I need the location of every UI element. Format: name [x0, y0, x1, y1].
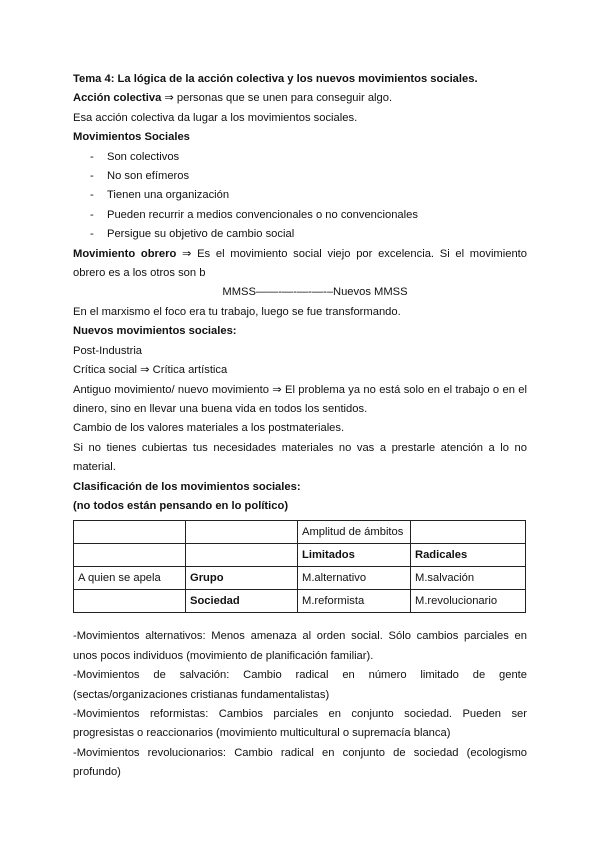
document-body: [73, 70, 527, 783]
document-title: Tema 4: La lógica de la acción colectiva y los nuevos movimientos sociales.: [73, 73, 478, 85]
table-cell: [186, 544, 298, 567]
accion-colectiva-definition: personas que se unen para conseguir algo.: [173, 92, 393, 105]
necesidades-paragraph: Si no tienes cubiertas tus necesidades materiales no vas a prestarle atención a lo no material.: [73, 441, 527, 474]
movimientos-list: [73, 148, 527, 245]
table-cell: [411, 521, 526, 544]
cambio-valores: Cambio de los valores materiales a los postmateriales.: [73, 422, 345, 435]
definicion-salvacion: -Movimientos de salvación: Cambio radical en número limitado de gente (sectas/organizaciones cristianas fundamentalistas): [73, 669, 527, 701]
list-item: - Persigue su objetivo de cambio social: [90, 228, 295, 241]
implies-arrow: ⇒: [140, 364, 150, 377]
clasificacion-subheading: (no todos están pensando en lo político): [73, 499, 289, 512]
list-item: - Pueden recurrir a medios convencionales o no convencionales: [90, 208, 418, 221]
table-cell: A quien se apela: [74, 567, 186, 590]
table-cell: M.reformista: [298, 590, 411, 613]
movimiento-obrero-text: Es el movimiento social viejo por excelencia. Si el movimiento obrero es a los otros son b: [73, 247, 528, 280]
movimientos-heading: Movimientos Sociales: [73, 131, 190, 144]
definicion-revolucionarios: -Movimientos revolucionarios: Cambio radical en conjunto de sociedad (ecologismo profundo): [73, 746, 527, 779]
clasificacion-heading: Clasificación de los movimientos sociales:: [73, 480, 301, 493]
list-item: - Son colectivos: [90, 150, 180, 163]
table-cell: [186, 521, 298, 544]
table-cell: [74, 544, 186, 567]
table-cell: Radicales: [411, 544, 526, 567]
table-row: [74, 544, 526, 567]
antiguo-paragraph: Antiguo movimiento/ nuevo movimiento ⇒ El problema ya no está solo en el trabajo o en el dinero, sino en llevar una buena vida en todos los sentidos.: [73, 383, 527, 415]
table-row: [74, 521, 526, 544]
table-cell: [74, 521, 186, 544]
definicion-reformistas: -Movimientos reformistas: Cambios parciales en conjunto sociedad. Pueden ser progresistas o reaccionarios (movimiento multicultural o supremacía blanca): [73, 707, 527, 740]
accion-colectiva-paragraph: [73, 89, 527, 108]
marxismo-line: En el marxismo el foco era tu trabajo, luego se fue transformando.: [73, 305, 401, 318]
table-row: [74, 567, 526, 590]
implies-arrow: ⇒: [164, 92, 174, 105]
mmss-formula: MMSS——-—-—-—-–Nuevos MMSS: [222, 286, 408, 299]
table-cell: Sociedad: [186, 590, 298, 613]
list-item: - Tienen una organización: [90, 189, 230, 202]
accion-consequence: Esa acción colectiva da lugar a los movimientos sociales.: [73, 111, 358, 124]
implies-arrow: ⇒: [272, 383, 282, 396]
table-row: [74, 590, 526, 613]
implies-arrow: ⇒: [182, 247, 192, 260]
table-cell: [74, 590, 186, 613]
table-cell: M.alternativo: [298, 567, 411, 590]
movimiento-obrero-paragraph: [73, 245, 527, 284]
post-industria: Post-Industria: [73, 344, 143, 357]
clasificacion-table: [73, 520, 526, 613]
list-item: - No son efímeros: [90, 170, 190, 183]
table-cell: Grupo: [186, 567, 298, 590]
table-cell: Amplitud de ámbitos: [298, 521, 411, 544]
table-cell: M.revolucionario: [411, 590, 526, 613]
accion-colectiva-term: Acción colectiva: [73, 92, 162, 105]
definicion-alternativos: -Movimientos alternativos: Menos amenaza al orden social. Sólo cambios parciales en unos pocos individuos (movimiento de planificación familiar).: [73, 630, 527, 662]
movimiento-obrero-term: Movimiento obrero: [73, 247, 177, 260]
critica-line: Crítica social ⇒ Crítica artística: [73, 364, 228, 377]
table-cell: Limitados: [298, 544, 411, 567]
nuevos-heading: Nuevos movimientos sociales:: [73, 325, 237, 338]
table-cell: M.salvación: [411, 567, 526, 590]
